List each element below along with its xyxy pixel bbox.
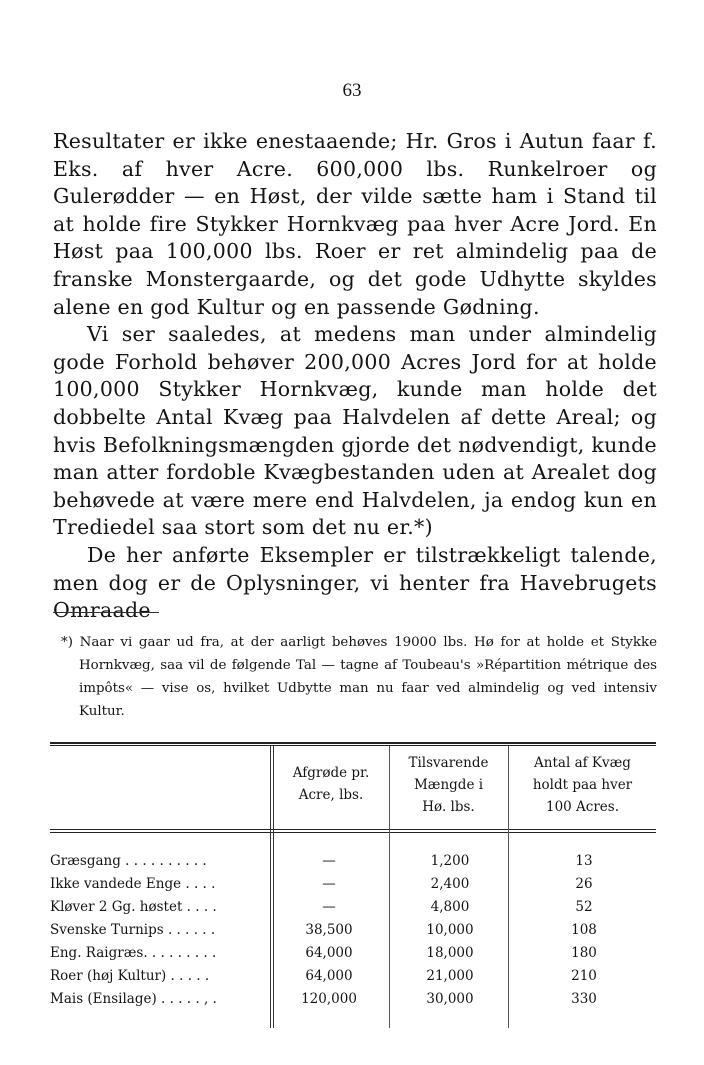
paragraph-1: Resultater er ikke enestaaende; Hr. Gros i Autun faar f. Eks. af hver Acre. 600,000 lbs. Runkelroer og Gulerødder — en Høst, der vilde sætte ham i Stand til at holde fire Stykker Hornkvæg paa hver Acre Jord. En Høst paa 100,000 lbs. Roer er ret almindelig paa de franske Monstergaarde, og det gode Udhytte skyldes alene en god Kultur og en passende Gødning. xyxy=(53,129,657,319)
table-row xyxy=(50,945,656,967)
table-header-rule xyxy=(50,829,656,830)
body-text xyxy=(53,128,657,625)
row-hay: 18,000 xyxy=(426,945,474,961)
row-name: Svenske Turnips . . . . . . xyxy=(50,922,216,938)
table-row xyxy=(50,968,656,990)
header-crop: Afgrøde pr. Acre, lbs. xyxy=(292,765,370,803)
row-cattle: 330 xyxy=(571,991,597,1007)
row-hay: 21,000 xyxy=(426,968,474,984)
row-crop: — xyxy=(322,876,336,892)
data-table xyxy=(50,742,656,1032)
row-cattle: 26 xyxy=(575,876,593,892)
row-cattle: 210 xyxy=(571,968,597,984)
row-crop: — xyxy=(322,899,336,915)
row-cattle: 13 xyxy=(575,853,593,869)
row-cattle: 108 xyxy=(571,922,597,938)
row-crop: 120,000 xyxy=(301,991,357,1007)
table-row xyxy=(50,853,656,875)
row-crop: 38,500 xyxy=(305,922,353,938)
footnote xyxy=(61,631,657,723)
row-name: Kløver 2 Gg. høstet . . . . xyxy=(50,899,217,915)
row-hay: 2,400 xyxy=(430,876,470,892)
header-cattle: Antal af Kvæg holdt paa hver 100 Acres. xyxy=(532,755,633,815)
table-row xyxy=(50,899,656,921)
row-cattle: 52 xyxy=(575,899,593,915)
row-crop: 64,000 xyxy=(305,968,353,984)
page-number: 63 xyxy=(342,80,362,101)
paragraph-2: Vi ser saaledes, at medens man under almindelig gode Forhold behøver 200,000 Acres Jord for at holde 100,000 Stykker Hornkvæg, kunde man holde det dobbelte Antal Kvæg paa Halvdelen af dette Areal; og hvis Befolkningsmængden gjorde det nødvendigt, kunde man atter fordoble Kvægbestanden uden at Arealet dog behøvede at være mere end Halvdelen, ja endog kun en Trediedel saa stort som det nu er.*) xyxy=(53,322,657,540)
row-cattle: 180 xyxy=(571,945,597,961)
row-name: Græsgang . . . . . . . . . . xyxy=(50,853,207,869)
table-top-rule xyxy=(50,742,656,744)
table-header-rule-thin xyxy=(50,832,656,833)
table-row xyxy=(50,991,656,1013)
footnote-separator xyxy=(53,612,159,613)
row-name: Roer (høj Kultur) . . . . . xyxy=(50,968,210,984)
table-top-rule-thin xyxy=(50,745,656,746)
table-row xyxy=(50,922,656,944)
row-hay: 4,800 xyxy=(430,899,470,915)
row-name: Ikke vandede Enge . . . . xyxy=(50,876,216,892)
row-name: Mais (Ensilage) . . . . . , . xyxy=(50,991,217,1007)
row-name: Eng. Raigræs. . . . . . . . . xyxy=(50,945,217,961)
row-crop: 64,000 xyxy=(305,945,353,961)
row-crop: — xyxy=(322,853,336,869)
footnote-text: Naar vi gaar ud fra, at der aarligt behøves 19000 lbs. Hø for at holde et Stykke Hornkvæg, saa vil de følgende Tal — tagne af Toubeau's »Répartition métrique des impôts« — vise os, hvilket Udbytte man nu faar ved almindelig og ved intensiv Kultur. xyxy=(79,635,657,719)
table-row xyxy=(50,876,656,898)
header-hay: Tilsvarende Mængde i Hø. lbs. xyxy=(408,755,489,815)
row-hay: 1,200 xyxy=(430,853,470,869)
row-hay: 30,000 xyxy=(426,991,474,1007)
paragraph-3: De her anførte Eksempler er tilstrækkeligt talende, men dog er de Oplysninger, vi henter fra Havebrugets Omraade xyxy=(53,542,657,623)
footnote-marker: *) xyxy=(61,635,73,650)
row-hay: 10,000 xyxy=(426,922,474,938)
